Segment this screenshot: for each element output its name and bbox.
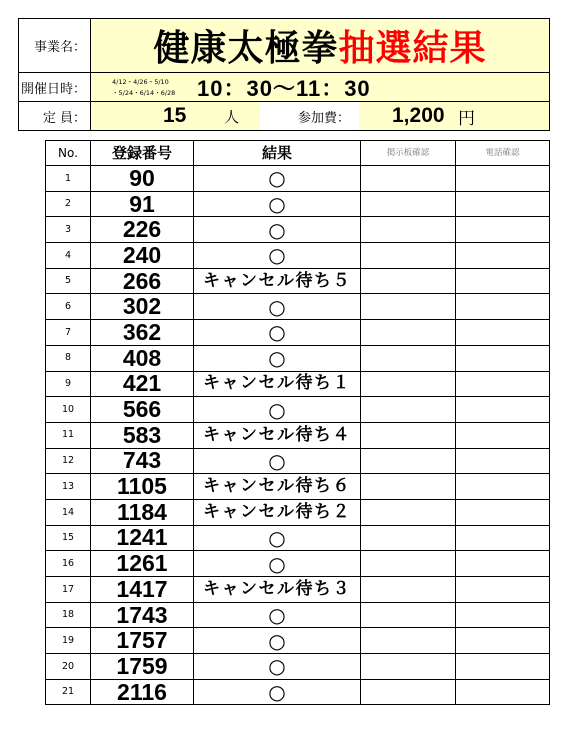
table-row: [46, 243, 550, 269]
event-dates-line: ・5/24・6/14・6/28: [112, 89, 176, 97]
table-row: [46, 320, 550, 346]
event-dates: [112, 77, 175, 99]
result-cell: ○: [194, 294, 361, 320]
board-check-cell: [361, 422, 456, 448]
column-header-phone-check: 電話確認: [456, 141, 550, 166]
board-check-cell: [361, 294, 456, 320]
row-number-cell: 20: [46, 654, 91, 680]
registration-number-cell: 408: [91, 345, 194, 371]
registration-number-cell: 1743: [91, 602, 194, 628]
registration-number-cell: 226: [91, 217, 194, 243]
registration-number-cell: 1184: [91, 499, 194, 525]
result-cell: キャンセル待ち３: [194, 577, 361, 603]
schedule-row: [19, 73, 549, 102]
phone-check-cell: [456, 448, 550, 474]
board-check-cell: [361, 166, 456, 192]
board-check-cell: [361, 268, 456, 294]
result-cell: ○: [194, 320, 361, 346]
registration-number-cell: 583: [91, 422, 194, 448]
title-main: 健康太極拳: [153, 28, 339, 69]
table-row: [46, 577, 550, 603]
phone-check-cell: [456, 525, 550, 551]
result-cell: ○: [194, 345, 361, 371]
lottery-results-table: [45, 140, 550, 705]
row-number-cell: 21: [46, 679, 91, 705]
board-check-cell: [361, 525, 456, 551]
row-number-cell: 9: [46, 371, 91, 397]
row-number-cell: 7: [46, 320, 91, 346]
result-cell: ○: [194, 525, 361, 551]
phone-check-cell: [456, 628, 550, 654]
phone-check-cell: [456, 397, 550, 423]
event-time: 10：30～11：30: [197, 75, 371, 101]
table-row: [46, 525, 550, 551]
board-check-cell: [361, 191, 456, 217]
registration-number-cell: 566: [91, 397, 194, 423]
board-check-cell: [361, 499, 456, 525]
table-row: [46, 191, 550, 217]
row-number-cell: 13: [46, 474, 91, 500]
phone-check-cell: [456, 499, 550, 525]
registration-number-cell: 2116: [91, 679, 194, 705]
board-check-cell: [361, 345, 456, 371]
result-cell: ○: [194, 243, 361, 269]
result-cell: ○: [194, 166, 361, 192]
table-row: [46, 499, 550, 525]
row-number-cell: 5: [46, 268, 91, 294]
row-number-cell: 16: [46, 551, 91, 577]
event-info-header: [18, 18, 550, 131]
table-row: [46, 628, 550, 654]
board-check-cell: [361, 217, 456, 243]
result-cell: ○: [194, 551, 361, 577]
phone-check-cell: [456, 602, 550, 628]
registration-number-cell: 1241: [91, 525, 194, 551]
phone-check-cell: [456, 166, 550, 192]
board-check-cell: [361, 397, 456, 423]
table-body: [46, 166, 550, 705]
fee-highlight-cell: [359, 102, 549, 130]
board-check-cell: [361, 679, 456, 705]
column-header-no: No.: [46, 141, 91, 166]
board-check-cell: [361, 654, 456, 680]
phone-check-cell: [456, 191, 550, 217]
table-header-row: [46, 141, 550, 166]
row-number-cell: 18: [46, 602, 91, 628]
board-check-cell: [361, 602, 456, 628]
schedule-label: 開催日時：: [19, 73, 91, 101]
result-cell: ○: [194, 217, 361, 243]
registration-number-cell: 266: [91, 268, 194, 294]
phone-check-cell: [456, 679, 550, 705]
board-check-cell: [361, 577, 456, 603]
capacity-unit: 人: [224, 107, 240, 126]
fee-unit: 円: [458, 108, 475, 129]
capacity-value: 15: [163, 104, 187, 127]
result-cell: ○: [194, 397, 361, 423]
result-cell: キャンセル待ち４: [194, 422, 361, 448]
registration-number-cell: 743: [91, 448, 194, 474]
page-title: [91, 19, 549, 72]
registration-number-cell: 1757: [91, 628, 194, 654]
result-cell: キャンセル待ち２: [194, 499, 361, 525]
phone-check-cell: [456, 320, 550, 346]
capacity-fee-row: [19, 102, 549, 130]
registration-number-cell: 90: [91, 166, 194, 192]
table-row: [46, 602, 550, 628]
registration-number-cell: 302: [91, 294, 194, 320]
row-number-cell: 15: [46, 525, 91, 551]
row-number-cell: 11: [46, 422, 91, 448]
registration-number-cell: 1759: [91, 654, 194, 680]
board-check-cell: [361, 320, 456, 346]
row-number-cell: 8: [46, 345, 91, 371]
fee-value: 1,200: [392, 104, 445, 127]
board-check-cell: [361, 371, 456, 397]
table-row: [46, 268, 550, 294]
result-cell: ○: [194, 654, 361, 680]
phone-check-cell: [456, 371, 550, 397]
row-number-cell: 4: [46, 243, 91, 269]
table-row: [46, 679, 550, 705]
row-number-cell: 6: [46, 294, 91, 320]
row-number-cell: 19: [46, 628, 91, 654]
registration-number-cell: 1261: [91, 551, 194, 577]
registration-number-cell: 91: [91, 191, 194, 217]
row-number-cell: 12: [46, 448, 91, 474]
phone-check-cell: [456, 243, 550, 269]
row-number-cell: 1: [46, 166, 91, 192]
row-number-cell: 3: [46, 217, 91, 243]
phone-check-cell: [456, 345, 550, 371]
phone-check-cell: [456, 577, 550, 603]
result-cell: ○: [194, 448, 361, 474]
table-row: [46, 166, 550, 192]
result-cell: ○: [194, 602, 361, 628]
board-check-cell: [361, 551, 456, 577]
row-number-cell: 10: [46, 397, 91, 423]
project-row: [19, 19, 549, 73]
result-cell: ○: [194, 191, 361, 217]
capacity-label: 定 員：: [19, 102, 91, 130]
board-check-cell: [361, 243, 456, 269]
registration-number-cell: 1417: [91, 577, 194, 603]
column-header-board-check: 掲示板確認: [361, 141, 456, 166]
table-row: [46, 551, 550, 577]
row-number-cell: 14: [46, 499, 91, 525]
table-row: [46, 448, 550, 474]
column-header-registration-number: 登録番号: [91, 141, 194, 166]
event-dates-line: 4/12・4/26・5/10: [112, 78, 169, 86]
phone-check-cell: [456, 217, 550, 243]
result-cell: ○: [194, 628, 361, 654]
title-highlight: 抽選結果: [338, 28, 487, 69]
board-check-cell: [361, 474, 456, 500]
table-row: [46, 474, 550, 500]
phone-check-cell: [456, 294, 550, 320]
table-row: [46, 371, 550, 397]
table-row: [46, 422, 550, 448]
table-row: [46, 397, 550, 423]
registration-number-cell: 1105: [91, 474, 194, 500]
phone-check-cell: [456, 551, 550, 577]
phone-check-cell: [456, 268, 550, 294]
phone-check-cell: [456, 422, 550, 448]
board-check-cell: [361, 448, 456, 474]
table-row: [46, 345, 550, 371]
table-row: [46, 294, 550, 320]
project-label: 事業名：: [19, 19, 91, 72]
phone-check-cell: [456, 654, 550, 680]
column-header-result: 結果: [194, 141, 361, 166]
result-cell: ○: [194, 679, 361, 705]
table-row: [46, 217, 550, 243]
row-number-cell: 2: [46, 191, 91, 217]
fee-label: 参加費：: [298, 110, 351, 126]
table-row: [46, 654, 550, 680]
row-number-cell: 17: [46, 577, 91, 603]
result-cell: キャンセル待ち５: [194, 268, 361, 294]
board-check-cell: [361, 628, 456, 654]
result-cell: キャンセル待ち６: [194, 474, 361, 500]
phone-check-cell: [456, 474, 550, 500]
registration-number-cell: 240: [91, 243, 194, 269]
registration-number-cell: 362: [91, 320, 194, 346]
result-cell: キャンセル待ち１: [194, 371, 361, 397]
registration-number-cell: 421: [91, 371, 194, 397]
